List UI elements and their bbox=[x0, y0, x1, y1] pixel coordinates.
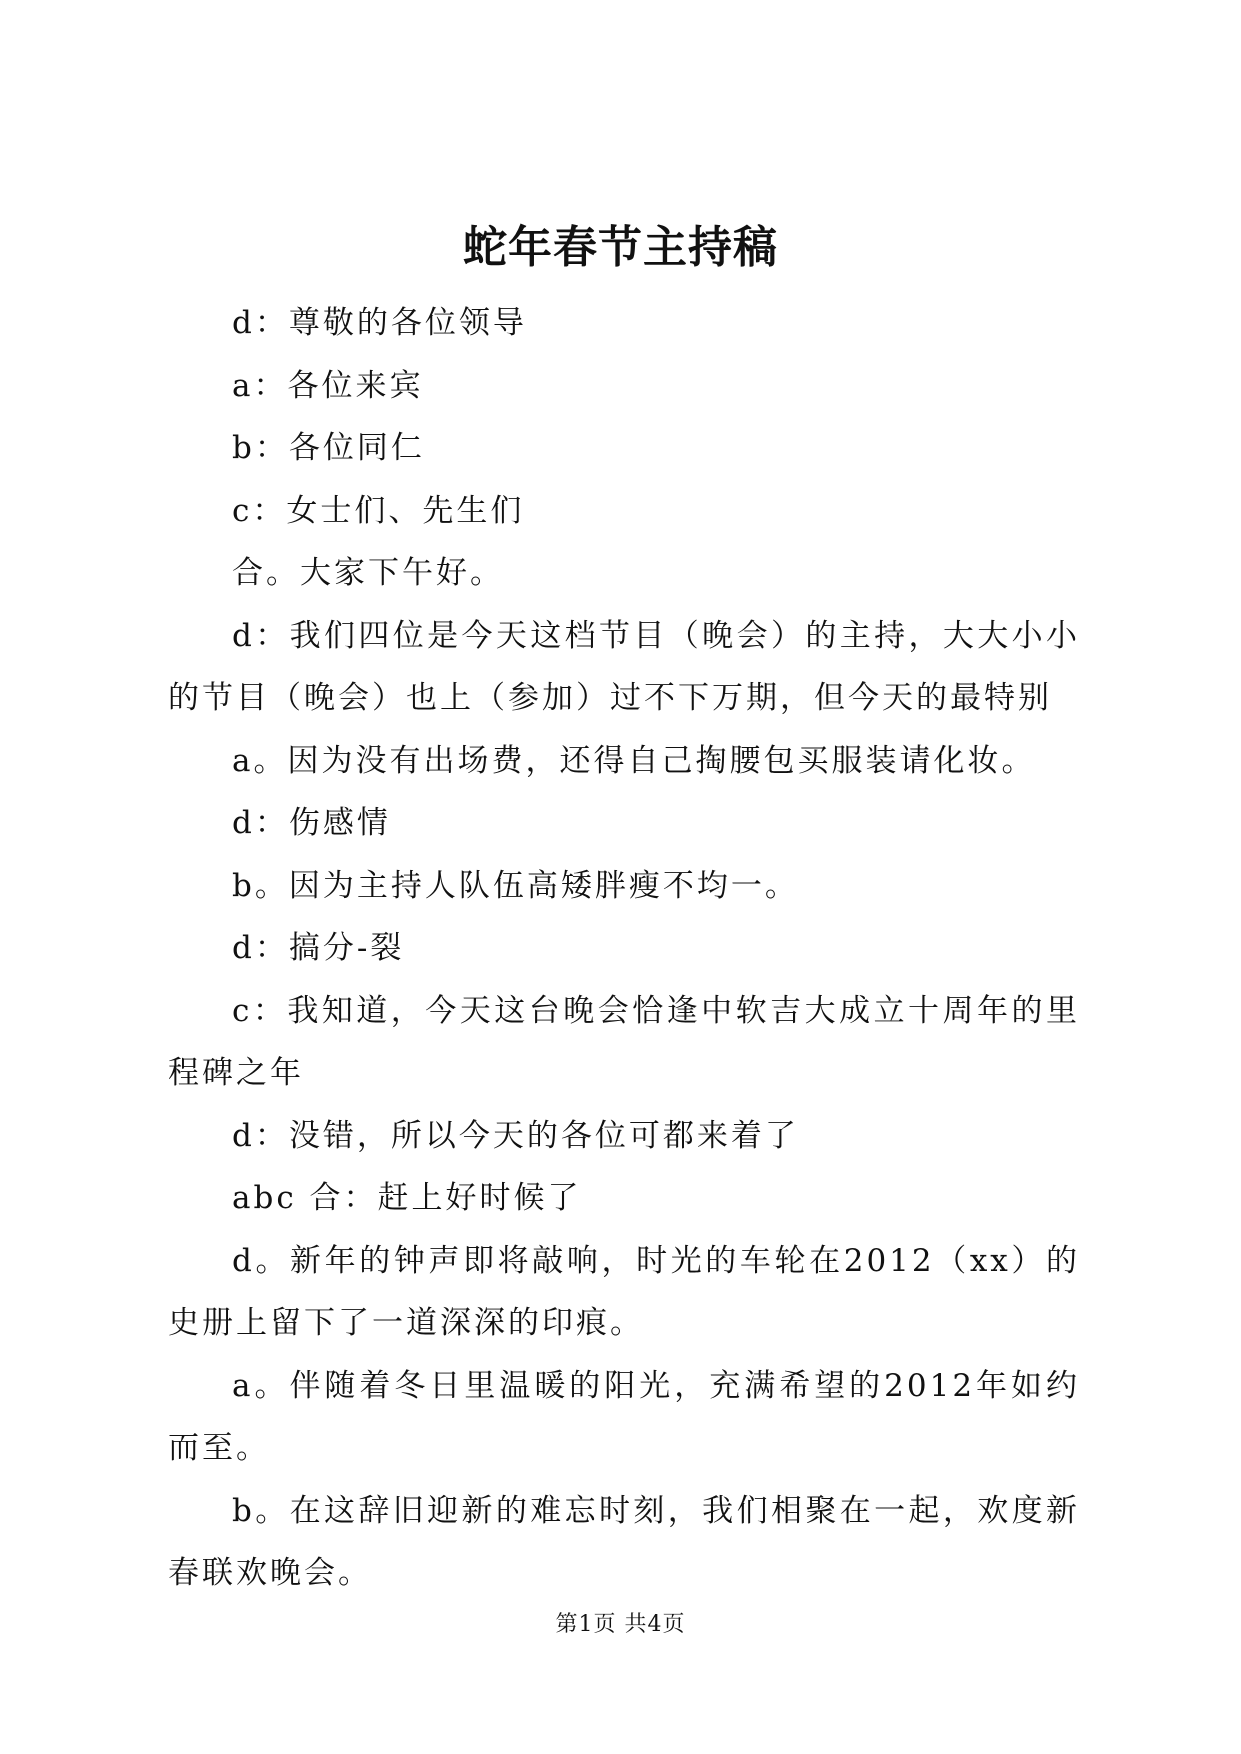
paragraph: b：各位同仁 bbox=[232, 430, 425, 466]
paragraph: d。新年的钟声即将敲响，时光的车轮在2012（xx）的史册上留下了一道深深的印痕。 bbox=[168, 1242, 1080, 1341]
paragraph: a。因为没有出场费，还得自己掏腰包买服装请化妆。 bbox=[232, 742, 1036, 779]
paragraph: c：我知道，今天这台晚会恰逢中软吉大成立十周年的里程碑之年 bbox=[168, 992, 1080, 1091]
paragraph: d：没错，所以今天的各位可都来着了 bbox=[232, 1117, 799, 1154]
paragraph: d：尊敬的各位领导 bbox=[232, 305, 527, 341]
paragraph: a。伴随着冬日里温暖的阳光，充满希望的2012年如约而至。 bbox=[168, 1367, 1080, 1466]
paragraph: 合。大家下午好。 bbox=[232, 555, 504, 591]
page-footer: 第1页 共4页 bbox=[555, 1612, 686, 1637]
document-body bbox=[168, 292, 1080, 1605]
paragraph: d：搞分-裂 bbox=[232, 930, 405, 966]
document-title: 蛇年春节主持稿 bbox=[463, 222, 778, 273]
paragraph: b。在这辞旧迎新的难忘时刻，我们相聚在一起，欢度新春联欢晚会。 bbox=[168, 1492, 1080, 1591]
paragraph: c：女士们、先生们 bbox=[232, 492, 525, 529]
paragraph: abc 合：赶上好时候了 bbox=[232, 1180, 582, 1216]
paragraph: d：伤感情 bbox=[232, 805, 391, 841]
paragraph: b。因为主持人队伍高矮胖瘦不均一。 bbox=[232, 867, 799, 904]
paragraph: d：我们四位是今天这档节目（晚会）的主持，大大小小的节目（晚会）也上（参加）过不下万期，但今天的最特别 bbox=[168, 617, 1080, 716]
paragraph: a：各位来宾 bbox=[232, 367, 424, 404]
